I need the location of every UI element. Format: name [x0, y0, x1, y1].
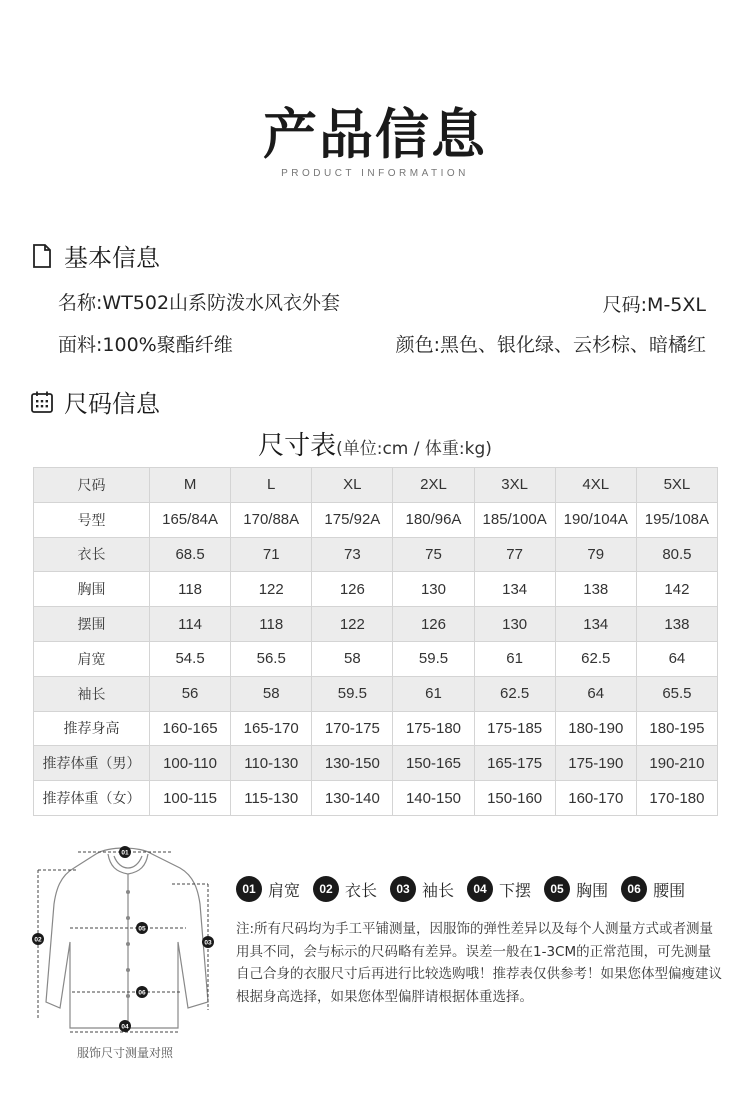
table-row: [34, 572, 718, 607]
marker-01: 01: [121, 849, 129, 857]
legend-label: 腰围: [653, 880, 686, 900]
table-cell: 64: [636, 641, 717, 676]
page-title: 产品信息: [263, 103, 487, 166]
legend-item: [467, 876, 531, 902]
legend-number: 06: [621, 876, 647, 902]
table-cell: 122: [312, 607, 393, 642]
legend-label: 肩宽: [268, 880, 301, 900]
table-cell: 118: [150, 572, 231, 607]
table-cell: L: [231, 468, 312, 503]
product-size-range: 尺码:M-5XL: [602, 294, 706, 316]
table-cell: 73: [312, 537, 393, 572]
marker-04: 04: [121, 1023, 129, 1031]
table-cell: M: [150, 468, 231, 503]
table-cell: 62.5: [555, 641, 636, 676]
shirt-diagram-svg: [30, 842, 220, 1038]
measurement-note: 注:所有尺码均为手工平铺测量，因服饰的弹性差异以及每个人测量方式或者测量用具不同，会与标示的尺码略有差异。误差一般在1-3CM的正常范围，可先测量自己合身的衣服尺寸后再进行比较选购哦！推荐表仅供参考！如果您体型偏瘦建议根据身高选择，如果您体型偏胖请根据体重选择。: [236, 921, 722, 1005]
table-row-header: 肩宽: [34, 641, 150, 676]
table-row-header: 衣长: [34, 537, 150, 572]
calendar-icon: [30, 390, 54, 414]
table-cell: 170-180: [636, 781, 717, 816]
measurement-legend: [236, 876, 698, 902]
table-cell: 126: [312, 572, 393, 607]
table-cell: 130-140: [312, 781, 393, 816]
table-cell: 134: [555, 607, 636, 642]
size-table-title: 尺寸表: [258, 431, 337, 461]
table-cell: 58: [312, 641, 393, 676]
table-cell: 100-115: [150, 781, 231, 816]
table-cell: 170-175: [312, 711, 393, 746]
legend-label: 下摆: [499, 880, 532, 900]
table-cell: 64: [555, 676, 636, 711]
table-cell: 56: [150, 676, 231, 711]
table-cell: 165/84A: [150, 502, 231, 537]
marker-05: 05: [138, 925, 146, 933]
table-cell: 180/96A: [393, 502, 474, 537]
table-cell: XL: [312, 468, 393, 503]
table-cell: 62.5: [474, 676, 555, 711]
legend-number: 04: [467, 876, 493, 902]
table-cell: 180-195: [636, 711, 717, 746]
legend-number: 05: [544, 876, 570, 902]
size-table-caption: [0, 425, 750, 462]
table-header-row: [34, 468, 718, 503]
page-subtitle: PRODUCT INFORMATION: [281, 168, 469, 179]
table-cell: 130: [474, 607, 555, 642]
legend-label: 袖长: [422, 880, 455, 900]
product-name: 名称:WT502山系防泼水风衣外套: [58, 292, 341, 314]
table-cell: 5XL: [636, 468, 717, 503]
table-cell: 80.5: [636, 537, 717, 572]
table-cell: 59.5: [393, 641, 474, 676]
table-cell: 142: [636, 572, 717, 607]
legend-item: [621, 876, 685, 902]
legend-number: 01: [236, 876, 262, 902]
table-row: [34, 746, 718, 781]
table-row: [34, 641, 718, 676]
table-cell: 185/100A: [474, 502, 555, 537]
table-cell: 2XL: [393, 468, 474, 503]
table-row: [34, 676, 718, 711]
table-cell: 61: [474, 641, 555, 676]
table-cell: 130-150: [312, 746, 393, 781]
table-cell: 175-190: [555, 746, 636, 781]
legend-label: 胸围: [576, 880, 609, 900]
table-cell: 126: [393, 607, 474, 642]
marker-03: 03: [204, 939, 212, 947]
table-cell: 65.5: [636, 676, 717, 711]
table-cell: 170/88A: [231, 502, 312, 537]
table-cell: 54.5: [150, 641, 231, 676]
size-info-heading: [30, 384, 160, 419]
table-row: [34, 607, 718, 642]
product-colors: 颜色:黑色、银化绿、云杉棕、暗橘红: [395, 334, 706, 356]
table-cell: 165-170: [231, 711, 312, 746]
table-cell: 77: [474, 537, 555, 572]
table-cell: 175-185: [474, 711, 555, 746]
table-row-header: 号型: [34, 502, 150, 537]
table-row-header: 袖长: [34, 676, 150, 711]
table-cell: 118: [231, 607, 312, 642]
table-row-header: 尺码: [34, 468, 150, 503]
table-cell: 180-190: [555, 711, 636, 746]
legend-label: 衣长: [345, 880, 378, 900]
table-cell: 195/108A: [636, 502, 717, 537]
size-table-unit: (单位:cm / 体重:kg): [336, 439, 492, 459]
diagram-caption: 服饰尺寸测量对照: [76, 1046, 173, 1060]
table-row-header: 推荐体重（男）: [34, 746, 150, 781]
legend-item: [544, 876, 608, 902]
table-cell: 160-170: [555, 781, 636, 816]
table-row: [34, 781, 718, 816]
table-cell: 4XL: [555, 468, 636, 503]
table-cell: 134: [474, 572, 555, 607]
table-cell: 165-175: [474, 746, 555, 781]
product-fabric: 面料:100%聚酯纤维: [58, 334, 233, 356]
table-cell: 122: [231, 572, 312, 607]
table-cell: 3XL: [474, 468, 555, 503]
table-cell: 138: [636, 607, 717, 642]
table-cell: 114: [150, 607, 231, 642]
table-cell: 71: [231, 537, 312, 572]
size-info-heading-label: 尺码信息: [64, 390, 160, 418]
table-cell: 56.5: [231, 641, 312, 676]
table-cell: 175-180: [393, 711, 474, 746]
size-table: [33, 467, 718, 816]
basic-info-heading-label: 基本信息: [64, 244, 160, 272]
table-cell: 59.5: [312, 676, 393, 711]
table-cell: 150-160: [474, 781, 555, 816]
table-cell: 115-130: [231, 781, 312, 816]
table-cell: 58: [231, 676, 312, 711]
legend-number: 02: [313, 876, 339, 902]
table-cell: 130: [393, 572, 474, 607]
legend-item: [236, 876, 300, 902]
table-cell: 110-130: [231, 746, 312, 781]
table-cell: 100-110: [150, 746, 231, 781]
table-cell: 61: [393, 676, 474, 711]
legend-item: [313, 876, 377, 902]
table-cell: 68.5: [150, 537, 231, 572]
table-cell: 140-150: [393, 781, 474, 816]
table-row: [34, 502, 718, 537]
table-cell: 150-165: [393, 746, 474, 781]
basic-info-heading: [30, 238, 160, 273]
table-cell: 160-165: [150, 711, 231, 746]
table-cell: 190-210: [636, 746, 717, 781]
marker-02: 02: [34, 936, 42, 944]
table-cell: 175/92A: [312, 502, 393, 537]
marker-06: 06: [138, 989, 146, 997]
table-row-header: 胸围: [34, 572, 150, 607]
table-cell: 138: [555, 572, 636, 607]
table-row-header: 摆围: [34, 607, 150, 642]
legend-number: 03: [390, 876, 416, 902]
legend-item: [390, 876, 454, 902]
table-cell: 190/104A: [555, 502, 636, 537]
table-row: [34, 711, 718, 746]
measurement-diagram: [30, 842, 220, 1038]
document-icon: [30, 244, 54, 268]
table-cell: 79: [555, 537, 636, 572]
table-row-header: 推荐身高: [34, 711, 150, 746]
table-row: [34, 537, 718, 572]
table-cell: 75: [393, 537, 474, 572]
table-row-header: 推荐体重（女）: [34, 781, 150, 816]
